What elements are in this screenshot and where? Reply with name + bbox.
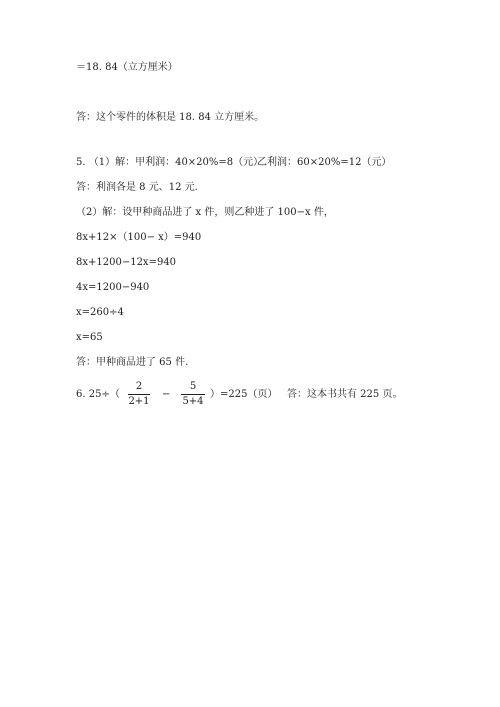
equation-line-4: x=260÷4 xyxy=(76,307,124,318)
q6-suffix: ）=225（页） xyxy=(210,389,278,400)
fraction-2-denominator: 5+4 xyxy=(182,396,204,407)
fraction-2-numerator: 5 xyxy=(189,381,197,392)
fraction-1-numerator: 2 xyxy=(135,381,143,392)
q5-part2-setup: （2）解：设甲种商品进了 x 件，则乙种进了 100−x 件， xyxy=(76,207,334,218)
fraction-2 xyxy=(181,380,205,408)
q5-part1-line-b: 乙利润：60×20%=12（元） xyxy=(257,157,392,168)
q6-minus: − xyxy=(162,389,171,400)
q6-prefix: 6. 25÷（ xyxy=(76,389,120,400)
equation-line-1: 8x+12×（100− x）=940 xyxy=(76,232,202,243)
answer-count: 答：甲种商品进了 65 件. xyxy=(76,357,189,368)
answer-profit: 答：利润各是 8 元、12 元. xyxy=(76,182,198,193)
fraction-1-denominator: 2+1 xyxy=(128,396,150,407)
equation-line-5: x=65 xyxy=(76,332,103,343)
q6-answer: 答：这本书共有 225 页。 xyxy=(287,389,403,400)
equation-line-3: 4x=1200−940 xyxy=(76,282,150,293)
equation-line-2: 8x+1200−12x=940 xyxy=(76,257,177,268)
q5-part1-line: 5. （1）解：甲利润：40×20%=8（元） xyxy=(76,157,264,168)
answer-volume: 答：这个零件的体积是 18. 84 立方厘米。 xyxy=(76,112,265,123)
fraction-1 xyxy=(128,380,150,408)
calc-result-line: ＝18. 84（立方厘米） xyxy=(76,62,178,73)
